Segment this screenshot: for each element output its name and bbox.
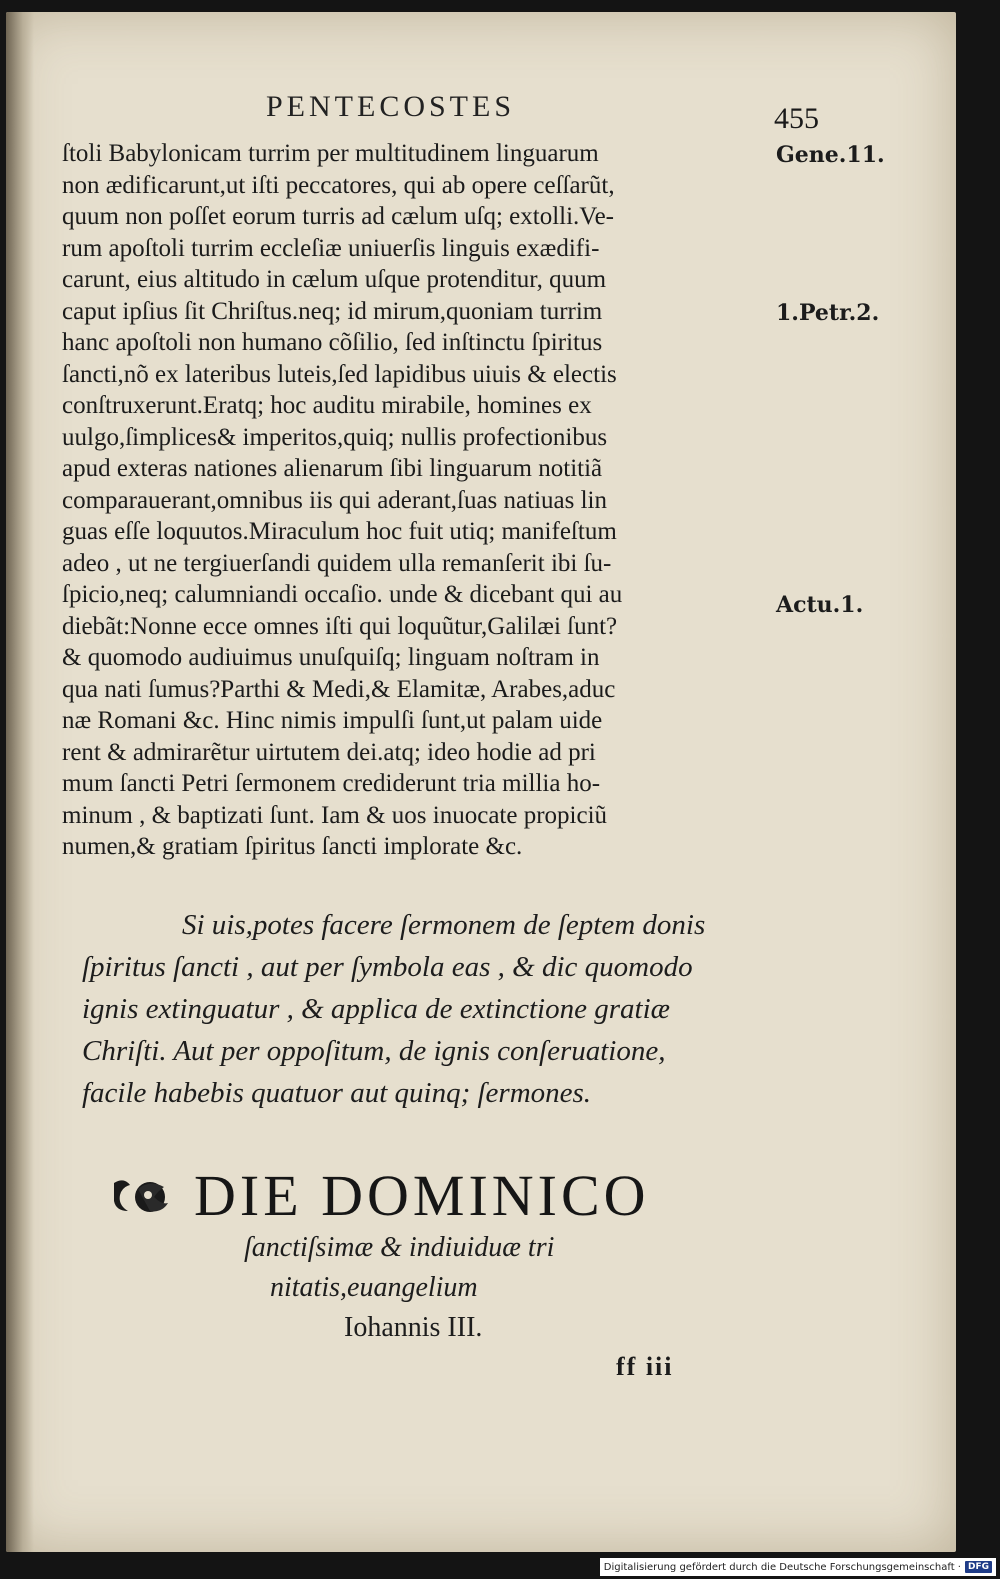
book-page xyxy=(6,12,956,1552)
text-line: conſtruxerunt.Eratq; hoc auditu mirabile, homines ex xyxy=(62,392,592,419)
text-line: hanc apoſtoli non humano cõſilio, ſed inſtinctu ſpiritus xyxy=(62,329,603,356)
italic-note-block xyxy=(82,904,792,1114)
margin-note-gene: Gene.11. xyxy=(776,142,885,168)
italic-line: ſpiritus ſancti , aut per ſymbola eas , & dic quomodo xyxy=(82,951,693,983)
subheading-line: ſanctiſsimæ & indiuiduæ tri xyxy=(244,1232,555,1263)
page-gutter-shadow xyxy=(6,12,34,1552)
signature-mark: ff iii xyxy=(616,1352,674,1381)
text-line: uulgo,ſimplices& imperitos,quiq; nullis profectionibus xyxy=(62,423,608,451)
text-line: næ Romani &c. Hinc nimis impulſi ſunt,ut palam uide xyxy=(62,707,603,734)
text-line: quum non poſſet eorum turris ad cælum uſq; extolli.Ve- xyxy=(62,203,615,230)
text-line: guas eſſe loquutos.Miraculum hoc fuit utiq; manifeſtum xyxy=(62,518,617,545)
text-line: apud exteras nationes alienarum ſibi linguarum notitiã xyxy=(62,455,603,482)
text-line: ſtoli Babylonicam turrim per multitudinem linguarum xyxy=(62,140,599,167)
section-heading-title: DIE DOMINICO xyxy=(194,1163,650,1228)
text-line: rent & admirarẽtur uirtutem dei.atq; ideo hodie ad pri xyxy=(62,738,596,766)
text-line: caput ipſius ſit Chriſtus.neq; id mirum,quoniam turrim xyxy=(62,297,603,325)
main-text-block xyxy=(62,138,782,863)
text-line: comparauerant,omnibus iis qui aderant,ſuas natiuas lin xyxy=(62,486,607,514)
dfg-logo: DFG xyxy=(965,1561,992,1573)
italic-line: Si uis,potes facere ſermonem de ſeptem donis xyxy=(182,909,706,941)
text-line: numen,& gratiam ſpiritus ſancti implorate &c. xyxy=(62,833,523,860)
text-line: adeo , ut ne tergiuerſandi quidem ulla remanſerit ibi ſu- xyxy=(62,549,612,577)
text-line: carunt, eius altitudo in cælum uſque protenditur, quum xyxy=(62,266,607,293)
text-line: minum , & baptizati ſunt. Iam & uos inuocate propiciũ xyxy=(62,801,608,829)
running-head-title: PENTECOSTES xyxy=(266,90,516,123)
text-line: qua nati ſumus?Parthi & Medi,& Elamitæ, Arabes,aduc xyxy=(62,675,616,703)
fleuron-ornament-icon xyxy=(110,1175,172,1217)
italic-line: facile habebis quatuor aut quinq; ſermones. xyxy=(82,1077,592,1109)
subheading-line: Iohannis III. xyxy=(344,1312,483,1343)
page-number: 455 xyxy=(774,102,819,135)
italic-line: ignis extinguatur , & applica de extinctione gratiæ xyxy=(82,993,670,1025)
text-line: diebãt:Nonne ecce omnes iſti qui loquũtur,Galilæi ſunt? xyxy=(62,612,618,640)
text-line: rum apoſtoli turrim eccleſiæ uniuerſis linguis exædifi- xyxy=(62,234,600,262)
text-line: & quomodo audiuimus unuſquiſq; linguam noſtram in xyxy=(62,644,600,671)
text-line: ſpicio,neq; calumniandi occaſio. unde & dicebant qui au xyxy=(62,581,623,608)
italic-line: Chriſti. Aut per oppoſitum, de ignis conſeruatione, xyxy=(82,1035,666,1067)
section-subheading xyxy=(244,1228,664,1348)
margin-note-actu: Actu.1. xyxy=(776,592,864,618)
digitization-footer xyxy=(600,1558,996,1576)
margin-note-petr: 1.Petr.2. xyxy=(776,300,880,326)
text-line: ſancti,nõ ex lateribus luteis,ſed lapidibus uiuis & electis xyxy=(62,360,617,388)
text-line: non ædificarunt,ut iſti peccatores, qui ab opere ceſſarũt, xyxy=(62,171,615,199)
text-line: mum ſancti Petri ſermonem crediderunt tria millia ho- xyxy=(62,770,601,797)
footer-credit-text: Digitalisierung gefördert durch die Deutsche Forschungsgemeinschaft · xyxy=(603,1561,961,1573)
subheading-line: nitatis,euangelium xyxy=(270,1272,478,1303)
section-heading-row xyxy=(110,1162,650,1229)
